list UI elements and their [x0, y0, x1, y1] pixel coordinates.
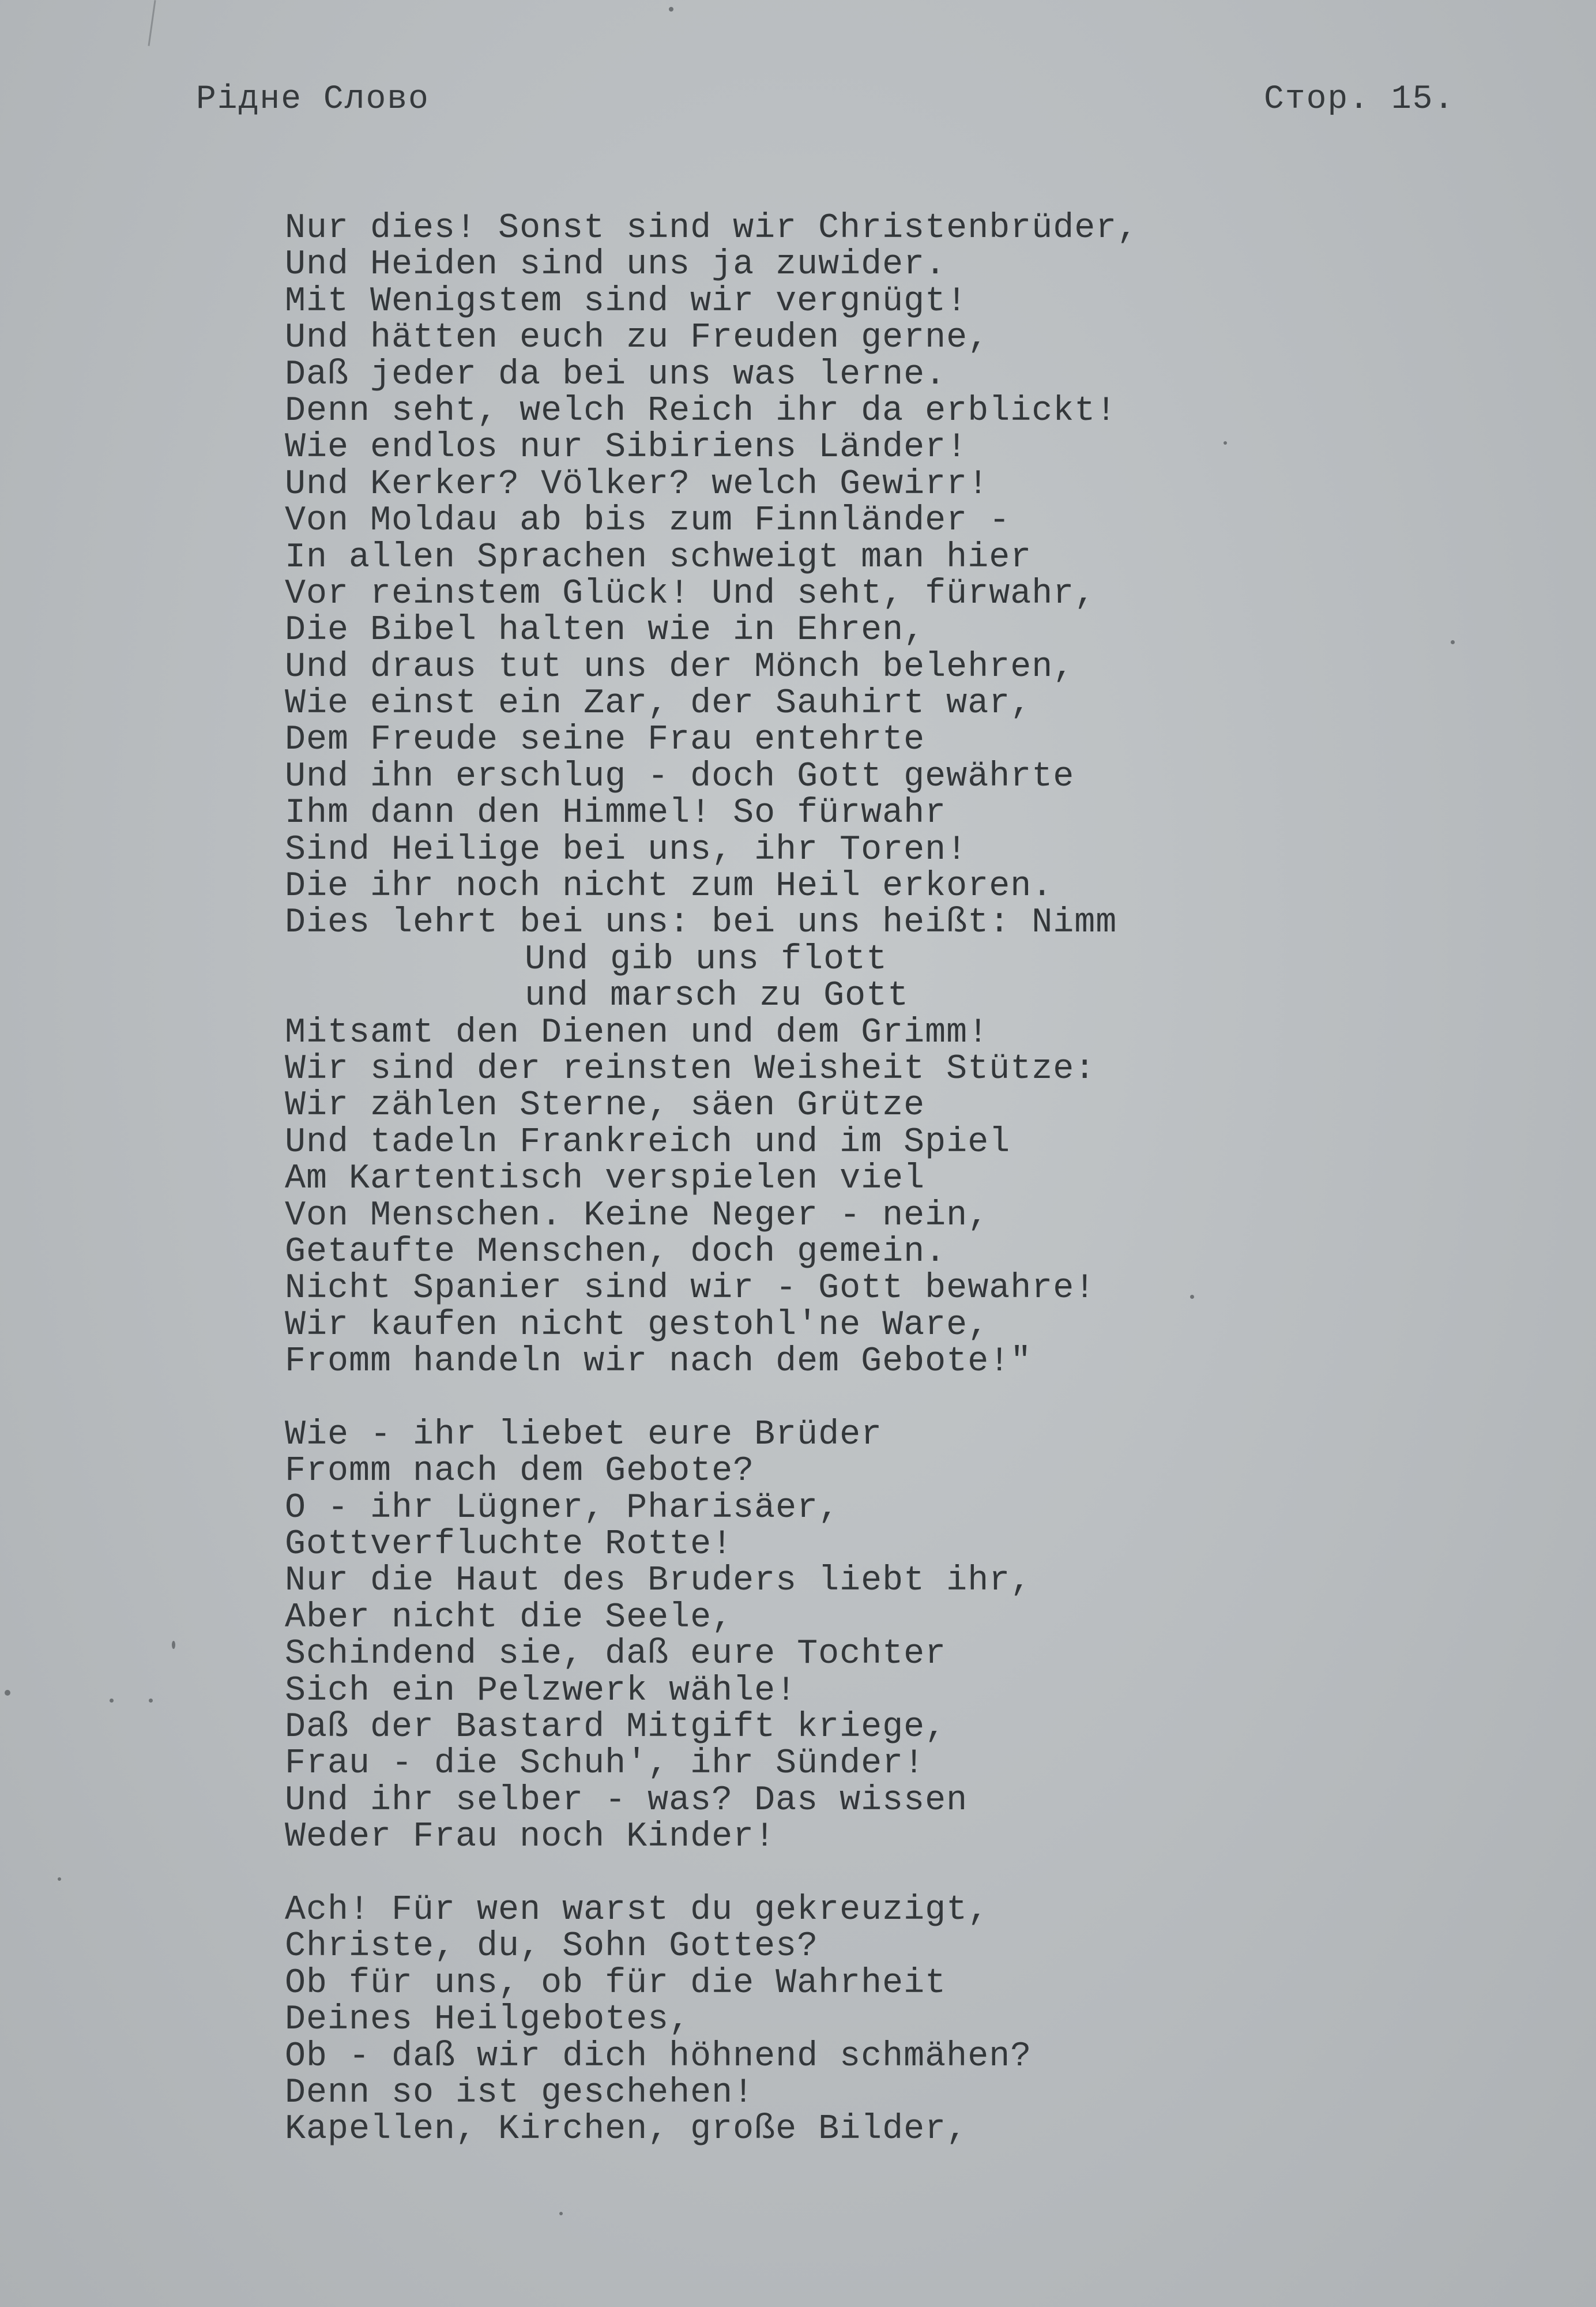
paper-speck — [559, 2212, 563, 2215]
poem-line: Wir kaufen nicht gestohl'ne Ware, — [285, 1305, 989, 1345]
page-number: Стор. 15. — [1264, 81, 1455, 118]
poem-line: Sind Heilige bei uns, ihr Toren! — [285, 830, 968, 870]
poem-line: In allen Sprachen schweigt man hier — [285, 538, 1032, 577]
paper-speck — [1451, 640, 1455, 644]
poem-line: Und tadeln Frankreich und im Spiel — [285, 1122, 1011, 1162]
poem-line: Dies lehrt bei uns: bei uns heißt: Nimm — [285, 903, 1117, 943]
poem-line: Fromm nach dem Gebote? — [285, 1452, 755, 1491]
poem-line: Am Kartentisch verspielen viel — [285, 1159, 925, 1199]
poem-line: Wir sind der reinsten Weisheit Stütze: — [285, 1049, 1096, 1089]
poem-line: Getaufte Menschen, doch gemein. — [285, 1232, 947, 1272]
poem-line: Kapellen, Kirchen, große Bilder, — [285, 2110, 968, 2150]
poem-line: Nicht Spanier sind wir - Gott bewahre! — [285, 1269, 1096, 1309]
poem-line: Fromm handeln wir nach dem Gebote!" — [285, 1342, 1032, 1382]
paper-scratch — [148, 0, 156, 46]
poem-line: Und ihr selber - was? Das wissen — [285, 1780, 968, 1820]
poem-line: Wir zählen Sterne, säen Grütze — [285, 1086, 925, 1126]
poem-line: Nur dies! Sonst sind wir Christenbrüder, — [285, 209, 1139, 248]
poem-line: Und Kerker? Völker? welch Gewirr! — [285, 464, 989, 504]
poem-line: O - ihr Lügner, Pharisäer, — [285, 1488, 840, 1528]
paper-speck — [5, 1690, 10, 1696]
paper-speck — [110, 1699, 114, 1703]
poem-line: Und gib uns flott — [525, 940, 888, 979]
poem-line: Wie - ihr liebet eure Brüder — [285, 1415, 883, 1455]
poem-line: Die ihr noch nicht zum Heil erkoren. — [285, 867, 1053, 907]
paper-speck — [172, 1641, 175, 1649]
poem-line: Ob für uns, ob für die Wahrheit — [285, 1963, 947, 2003]
poem-line: Und draus tut uns der Mönch belehren, — [285, 647, 1075, 687]
poem-line: Vor reinstem Glück! Und seht, fürwahr, — [285, 574, 1096, 614]
poem-line: Weder Frau noch Kinder! — [285, 1817, 776, 1857]
poem-line: Deines Heilgebotes, — [285, 2000, 691, 2040]
poem-line: Frau - die Schuh', ihr Sünder! — [285, 1744, 925, 1784]
poem-line: Dem Freude seine Frau entehrte — [285, 720, 925, 760]
poem-line: Daß jeder da bei uns was lerne. — [285, 355, 947, 394]
stanza-gap — [285, 1856, 1496, 1892]
poem-line: Wie einst ein Zar, der Sauhirt war, — [285, 684, 1032, 724]
paper-speck — [1190, 1295, 1194, 1299]
poem-line: Denn so ist geschehen! — [285, 2073, 755, 2113]
paper-speck — [149, 1699, 153, 1703]
stanza-gap — [285, 1381, 1496, 1417]
poem-line: Und hätten euch zu Freuden gerne, — [285, 318, 989, 358]
poem-line: Wie endlos nur Sibiriens Länder! — [285, 428, 968, 468]
paper-speck — [669, 7, 673, 12]
poem-line: Von Menschen. Keine Neger - nein, — [285, 1196, 989, 1235]
poem-line: Ob - daß wir dich höhnend schmähen? — [285, 2037, 1032, 2076]
poem-line: Von Moldau ab bis zum Finnländer - — [285, 501, 1011, 541]
page-header-title: Рідне Слово — [196, 81, 430, 118]
poem-line: Die Bibel halten wie in Ehren, — [285, 611, 925, 651]
poem-body — [285, 211, 1496, 2148]
poem-line: Nur die Haut des Bruders liebt ihr, — [285, 1561, 1032, 1601]
poem-line: Daß der Bastard Mitgift kriege, — [285, 1708, 947, 1748]
poem-line: und marsch zu Gott — [525, 976, 909, 1016]
poem-line: Und ihn erschlug - doch Gott gewährte — [285, 757, 1075, 796]
poem-line: Aber nicht die Seele, — [285, 1598, 733, 1637]
paper-speck — [1224, 441, 1227, 445]
poem-line: Ach! Für wen warst du gekreuzigt, — [285, 1890, 989, 1930]
poem-line: Und Heiden sind uns ja zuwider. — [285, 245, 947, 285]
poem-line: Mitsamt den Dienen und dem Grimm! — [285, 1013, 989, 1053]
poem-line: Schindend sie, daß eure Tochter — [285, 1635, 947, 1674]
poem-line: Gottverfluchte Rotte! — [285, 1525, 733, 1565]
poem-line: Christe, du, Sohn Gottes? — [285, 1927, 819, 1967]
poem-line: Ihm dann den Himmel! So fürwahr — [285, 794, 947, 833]
poem-line: Denn seht, welch Reich ihr da erblickt! — [285, 391, 1117, 431]
paper-speck — [58, 1877, 61, 1881]
poem-line: Mit Wenigstem sind wir vergnügt! — [285, 281, 968, 321]
poem-line: Sich ein Pelzwerk wähle! — [285, 1671, 797, 1711]
